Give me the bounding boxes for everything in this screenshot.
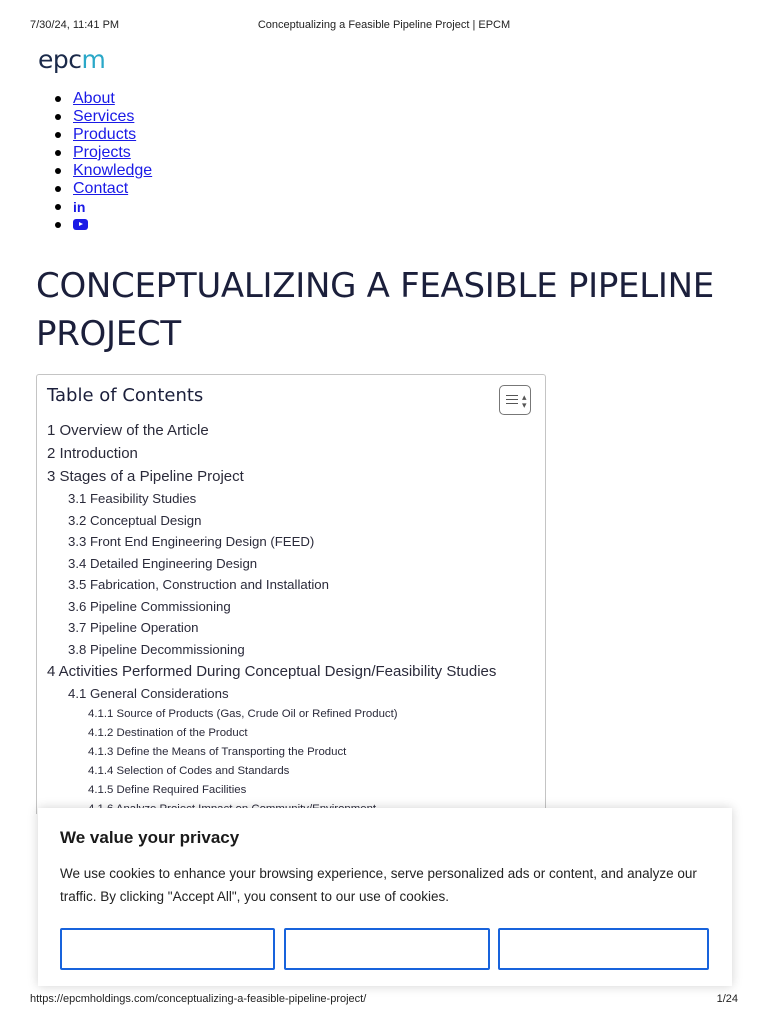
nav-link-projects[interactable]: Projects	[73, 144, 131, 161]
nav-item-projects	[55, 144, 152, 162]
nav-item-linkedin	[55, 198, 152, 216]
cookie-banner-text: We use cookies to enhance your browsing experience, serve personalized ads or content, and analyze our traffic. By clicking "Accept All", you consent to our use of cookies.	[60, 866, 697, 904]
logo-text: epc	[38, 45, 82, 74]
toc-link[interactable]: 4.1.5 Define Required Facilities	[88, 783, 247, 796]
cookie-banner-title: We value your privacy	[60, 828, 240, 847]
toc-item	[47, 743, 496, 762]
list-icon	[506, 395, 518, 407]
toc-list	[47, 419, 496, 814]
linkedin-icon[interactable]: in	[73, 199, 86, 215]
print-datetime: 7/30/24, 11:41 PM	[30, 19, 120, 31]
nav-link-knowledge[interactable]: Knowledge	[73, 162, 153, 179]
toc-item	[47, 419, 496, 442]
toc-link[interactable]: 4.1.2 Destination of the Product	[88, 726, 248, 739]
toc-link[interactable]: 3.6 Pipeline Commissioning	[68, 598, 231, 614]
toc-link[interactable]: 4.1.3 Define the Means of Transporting the Product	[88, 745, 347, 758]
toc-link[interactable]: 3.8 Pipeline Decommissioning	[68, 641, 245, 657]
toc-link[interactable]: 3.3 Front End Engineering Design (FEED)	[68, 534, 315, 549]
toc-link[interactable]: 2 Introduction	[47, 445, 138, 462]
logo-text-accent: m	[81, 45, 106, 74]
toc-toggle-button[interactable]	[499, 385, 531, 415]
toc-item	[47, 617, 496, 639]
toc-item	[47, 781, 496, 800]
nav-item-knowledge	[55, 162, 152, 180]
print-url: https://epcmholdings.com/conceptualizing-a-feasible-pipeline-project/	[30, 993, 367, 1005]
epcm-logo[interactable]	[38, 45, 105, 74]
print-page-title: Conceptualizing a Feasible Pipeline Project | EPCM	[257, 19, 511, 31]
toc-item	[47, 465, 496, 488]
toc-link[interactable]: 4.1 General Considerations	[68, 686, 229, 701]
nav-link-about[interactable]: About	[73, 90, 115, 107]
toc-item	[47, 705, 496, 724]
cookie-accept-all-button[interactable]	[498, 928, 709, 970]
print-footer	[30, 993, 738, 1007]
toc-link[interactable]: 3 Stages of a Pipeline Project	[47, 468, 244, 485]
toc-item	[47, 531, 496, 553]
toc-link[interactable]: 3.7 Pipeline Operation	[68, 620, 199, 635]
toc-link[interactable]: 3.4 Detailed Engineering Design	[68, 555, 258, 571]
nav-item-products	[55, 126, 152, 144]
toc-item	[47, 553, 496, 575]
print-page-number: 1/24	[716, 993, 738, 1005]
toc-item	[47, 442, 496, 465]
toc-item	[47, 488, 496, 510]
nav-link-products[interactable]: Products	[73, 126, 137, 143]
toc-link[interactable]: 1 Overview of the Article	[47, 422, 209, 439]
toc-item	[47, 639, 496, 661]
cookie-customize-button[interactable]	[60, 928, 275, 970]
youtube-icon[interactable]	[73, 219, 88, 230]
toc-link[interactable]: 3.5 Fabrication, Construction and Installation	[68, 577, 329, 592]
nav-item-contact	[55, 180, 152, 198]
toc-item	[47, 574, 496, 596]
main-nav	[55, 90, 152, 234]
cookie-consent-banner	[38, 808, 732, 986]
nav-link-contact[interactable]: Contact	[73, 180, 129, 197]
table-of-contents	[36, 374, 546, 814]
toc-title: Table of Contents	[47, 385, 204, 406]
cookie-reject-button[interactable]	[284, 928, 490, 970]
toc-item	[47, 762, 496, 781]
toc-item	[47, 683, 496, 705]
toc-item	[47, 596, 496, 618]
nav-item-youtube	[55, 216, 152, 234]
toc-item	[47, 510, 496, 532]
page-title: CONCEPTUALIZING A FEASIBLE PIPELINE PROJECT	[36, 266, 714, 354]
toc-link[interactable]: 4.1.4 Selection of Codes and Standards	[88, 764, 290, 777]
nav-item-services	[55, 108, 152, 126]
expand-collapse-icon: ▴ ▾	[522, 392, 527, 410]
toc-item	[47, 660, 496, 683]
nav-link-services[interactable]: Services	[73, 108, 135, 125]
print-header	[30, 19, 738, 33]
toc-link[interactable]: 3.1 Feasibility Studies	[68, 491, 197, 506]
toc-item	[47, 724, 496, 743]
nav-item-about	[55, 90, 152, 108]
toc-link[interactable]: 4 Activities Performed During Conceptual Design/Feasibility Studies	[47, 663, 497, 680]
toc-link[interactable]: 4.1.1 Source of Products (Gas, Crude Oil or Refined Product)	[88, 707, 398, 720]
toc-link[interactable]: 3.2 Conceptual Design	[68, 512, 202, 528]
